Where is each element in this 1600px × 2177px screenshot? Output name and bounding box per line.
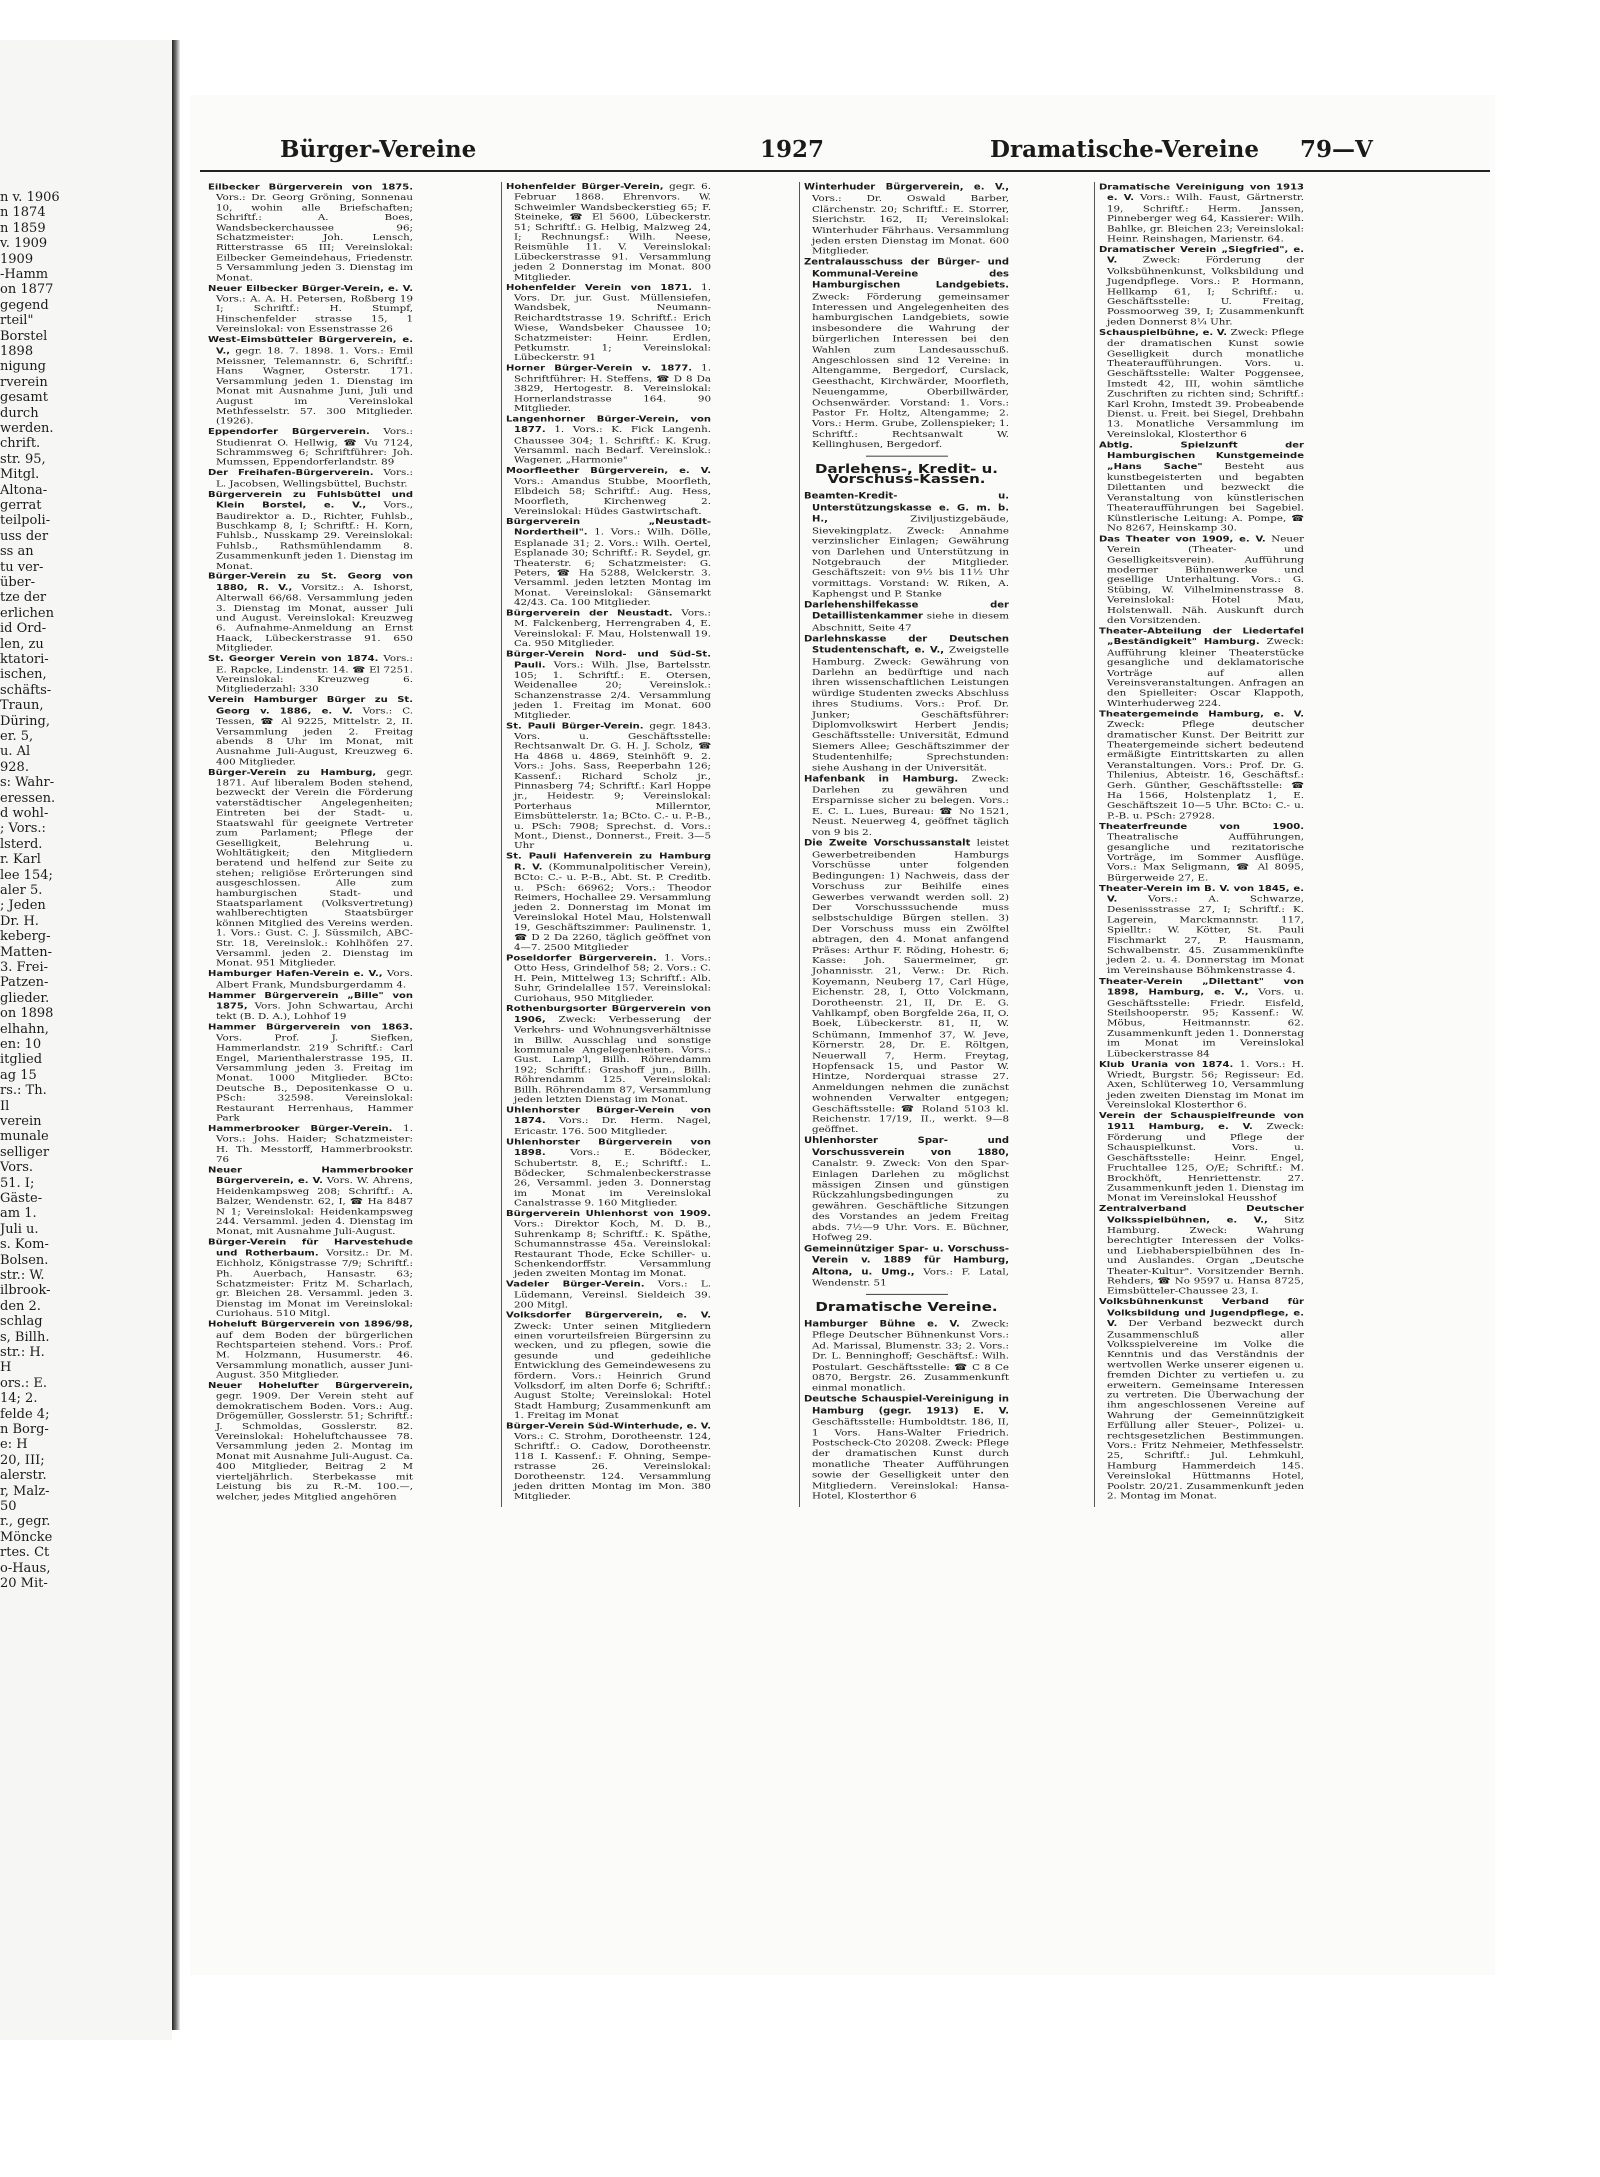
entry-body: Vors.: M. Falckenberg, Herrengraben 4, E. Vereinslokal: F. Mau, Holstenwall 19. Ca. 950 Mitglieder. (514, 608, 711, 649)
directory-entry (506, 283, 711, 363)
column-3 (804, 182, 1009, 1502)
entry-body: auf dem Boden der bürgerlichen Rechtsparteien stehend. Vors.: Prof. M. Holzmann, Husumerstr. 46. Versammlung monatlich, ausser Juni-August. 350 Mitglieder. (216, 1330, 413, 1381)
left-page-line: u. Al (0, 744, 31, 760)
directory-entry (804, 257, 1009, 450)
directory-entry (208, 1124, 413, 1165)
left-page-line: aler 5. (0, 883, 43, 898)
directory-entry (208, 335, 413, 427)
directory-entry (1099, 1297, 1304, 1502)
directory-entry (208, 990, 413, 1022)
entry-body: Vors.: Direktor Koch, M. D. B., Suhrenkamp 8; Schriftf.: K. Späthe, Schumannstrasse 45a. Vereinslokal: Restaurant Thode, Ecke Schiller- u. Schenkendorffstr. Versammlung jeden zweiten Montag im Monat. (514, 1219, 711, 1279)
left-page-line: den 2. (0, 1298, 41, 1314)
entry-title: Darlehnskasse der Deutschen Studentenschaft, e. V., (804, 634, 1009, 656)
column-1 (208, 182, 413, 1502)
left-page-line: Mitgl. (0, 467, 40, 483)
directory-entry (804, 1244, 1009, 1289)
header-rule (200, 170, 1490, 172)
entry-title: Theatergemeinde Hamburg, e. V. (1099, 709, 1304, 719)
entry-title: Zentralverband Deutscher Volksspielbühnen, e. V., (1099, 1204, 1304, 1225)
directory-entry (506, 517, 711, 608)
entry-title: Bürgerverein zu Fuhlsbüttel und Klein Borstel, e. V., (208, 490, 413, 511)
entry-title: Volksbühnenkunst Verband für Volksbildung und Jugendpflege, e. V. (1099, 1297, 1304, 1329)
entry-body: Vors.: Studienrat O. Hellwig, ☎ Vu 7124, Schrammsweg 6; Schriftführer: Joh. Mumssen, Eppendorferlandstr. 89 (216, 426, 413, 468)
left-page-line: über- (0, 575, 35, 590)
left-page-line: n 1874 (0, 205, 46, 221)
entry-body: Vors.: Wilh. Jlse, Bartelsstr. 105; 1. Schriftf.: E. Otersen, Weidenallee 20; Vereinslok.: Schanzenstrasse 2/4. Versammlung jeden 1. Freitag im Monat. 600 Mitglieder. (514, 660, 711, 721)
left-page-line: Matten- (0, 944, 52, 960)
left-page-line: ag 15 (0, 1067, 37, 1083)
entry-title: Bürger-Verein zu Hamburg, (208, 768, 377, 778)
directory-entry (1099, 328, 1304, 440)
column-2 (506, 182, 711, 1502)
entry-body: Ziviljustizgebäude, Sievekingplatz. Zweck: Annahme verzinslicher Einlagen; Gewährung von Darlehen und Unterstützung in Notgebrauch der Mitglieder. Geschäftszeit: von 9½ bis 11½ Uhr vormittags. Vorstand: W. Riken, A. Kaphengst und P. Stanke (812, 513, 1009, 600)
directory-entry (208, 1165, 413, 1237)
left-page-line: s. Kom- (0, 1237, 49, 1253)
left-page-line: on 1877 (0, 282, 54, 298)
entry-title: Neuer Hohelufter Bürgerverein, (208, 1381, 413, 1391)
left-page-line: Düring, (0, 713, 50, 729)
entry-title: Hoheluft Bürgerverein von 1896/98, (208, 1320, 413, 1330)
entry-body: Vors.: Dr. Oswald Barber, Clärchenstr. 20; Schriftf.: E. Storrer, Sierichstr. 162, II; Vereinslokal: Winterhuder Fährhaus. Versammlung jeden ersten Dienstag im Monat. 600 Mitglieder. (812, 193, 1009, 257)
directory-entry (804, 182, 1009, 257)
entry-title: West-Eimsbütteler Bürgerverein, e. V., (208, 335, 413, 356)
entry-title: Hohenfelder Verein von 1871. (506, 283, 693, 293)
entry-body: Zweck: Förderung und Pflege der Schauspielkunst. Vors. u. Geschäftsstelle: Heinr. Engel, Fruchtallee 125, O/E; Schriftf.: M. Brockhöft, Henriettenstr. 27. Zusammenkunft jeden 1. Dienstag im Monat im Vereinslokal Heusshof (1107, 1121, 1304, 1204)
entry-body: leistet Gewerbetreibenden Hamburgs Vorschüsse unter folgenden Bedingungen: 1) Nachweis, dass der Vorschuss zur Beihilfe eines Gewerbes verwandt werden soll. 2) Der Vorschusssuchende muss selbstschuldige Bürgen stellen. 3) Der Vorschuss muss ein Zwölftel abtragen, den 4. Monat anfangend Präses: Arthur F. Röding, Hohestr. 6; Kasse: Joh. Sauermeimer, gr. Johannisstr. 21, Verw.: Dr. Rich. Koyemann, Neuberg 17, Carl Hüge, Eichenstr. 28, I, Otto Volckmann, Dorotheenstr. 21, II, Dr. E. G. Vahlkampf, oben Borgfelde 26a, II, O. Boek, Lübeckerstr. 81, II, W. Schümann, Immenhof 37, W. Jeve, Körnerstr. 28, Dr. E. Röltgen, Neuerwall 7, Herm. Freytag, Hopfensack 15, und Pastor W. Hintze, Norderquai strasse 27. Anmeldungen nehmen die zunächst wohnenden Verwalter entgegen; Geschäftsstelle: ☎ Roland 5103 kl. Reichenstr. 17/19, II., werkt. 9—8 geöffnet. (812, 838, 1010, 1135)
left-page-line: 20, III; (0, 1452, 45, 1468)
directory-entry (1099, 245, 1304, 327)
entry-body: 1. Vors.: H. Wriedt, Burgstr. 56; Regisseur: Ed. Axen, Schlüterweg 10, Versammlung jeden zweiten Dienstag im Monat im Vereinslokal Klosterthor 6. (1107, 1059, 1304, 1111)
column-divider (1094, 182, 1095, 1507)
entry-title: Neuer Hammerbrooker Bürgerverein, e. V. (208, 1165, 413, 1186)
entry-title: Bürger-Verein Süd-Winterhude, e. V. (506, 1421, 711, 1431)
left-page-line: tze der (0, 590, 47, 606)
directory-entry (804, 838, 1009, 1135)
directory-entry (506, 466, 711, 517)
entry-body: Vors.: C. Strohm, Dorotheenstr. 124, Schriftf.: O. Cadow, Dorotheenstr. 118 I. Kassenf.: F. Ohning, Semperstrasse 26. Vereinslokal: Dorotheenstr. 124. Versammlung jeden dritten Montag im Mon. 380 Mitglieder. (514, 1431, 711, 1502)
left-page-line: -Hamm (0, 267, 49, 282)
entry-title: Bürgerverein „Neustadt-Nordertheil". (506, 517, 711, 538)
entry-title: Verein Hamburger Bürger zu St. Georg v. 1886, e. V. (208, 696, 413, 716)
left-page-line: id Ord- (0, 621, 47, 637)
section-rule (866, 1294, 948, 1295)
left-page-line: durch (0, 405, 39, 421)
left-page-line: schlag (0, 1314, 43, 1330)
entry-title: Eppendorfer Bürgerverein. (208, 427, 370, 437)
entry-title: Dramatischer Verein „Siegfried", e. V. (1099, 245, 1304, 266)
directory-entry (208, 572, 413, 654)
left-page-line: len, zu (0, 636, 44, 652)
left-page-line: 20 Mit- (0, 1576, 48, 1591)
left-page-line: rverein (0, 374, 48, 390)
left-page-line: er. 5, (0, 729, 34, 744)
entry-title: Hammer Bürgerverein „Bille" von 1875, (208, 991, 413, 1011)
directory-entry (804, 773, 1009, 837)
directory-entry (804, 1136, 1009, 1243)
entry-title: Horner Bürger-Verein v. 1877. (506, 364, 693, 374)
directory-entry (208, 1022, 413, 1123)
entry-title: Hammerbrooker Bürger-Verein. (208, 1124, 393, 1134)
left-page-line: e: H (0, 1437, 28, 1453)
entry-body: siehe in diesem Abschnitt, Seite 47 (812, 611, 1009, 633)
entry-title: Bürgerverein Uhlenhorst von 1909. (506, 1209, 711, 1219)
entry-body: Vors.: A. Schwarze, Desenissstrasse 27, I; Schriftf.: K. Lagerein, Marckmannstr. 117, Spielltr.: W. Kötter, St. Pauli Fischmarkt 27, P. Hausmann, Schwalbenstr. 45. Zusammenkünfte jeden 2. u. 4. Donnerstag im Monat im Vereinshause Böhmkenstrasse 4. (1107, 894, 1304, 976)
entry-title: Uhlenhorster Spar- und Vorschussverein von 1880, (804, 1136, 1009, 1158)
entry-title: Theater-Verein im B. V. von 1845, e. V. (1099, 884, 1304, 904)
left-page-line: Patzen- (0, 975, 49, 991)
entry-title: Hammer Bürgerverein von 1863. (208, 1023, 413, 1033)
directory-entry (506, 721, 711, 851)
left-page-line: d wohl- (0, 806, 49, 821)
left-page-line: 1898 (0, 344, 34, 359)
left-page-line: verein (0, 1114, 42, 1129)
left-page-line: Bolsen. (0, 1252, 49, 1268)
directory-entry (804, 1394, 1009, 1501)
entry-title: Eilbecker Bürgerverein von 1875. (208, 182, 413, 192)
entry-title: Winterhuder Bürgerverein, e. V., (804, 182, 1009, 193)
entry-body: Vors.: L. Jacobsen, Wellingsbüttel, Buchstr. (216, 468, 413, 489)
left-page-line: ; Jeden (0, 898, 46, 914)
directory-entry (506, 649, 711, 720)
directory-entry (1099, 1059, 1304, 1110)
left-page-line: 3. Frei- (0, 960, 49, 975)
directory-entry (506, 1105, 711, 1136)
entry-body: Vors. u. Geschäftsstelle: Friedr. Eisfeld, Steilshooperstr. 95; Kassenf.: W. Möbus, Heitmannstr. 62. Zusammenkunft jeden 1. Donnerstag im Monat im Vereinslokal Lübeckerstrasse 84 (1107, 987, 1304, 1059)
entry-body: Zweck: Förderung der Volksbühnenkunst, Volksbildung und Jugendpflege. Vors.: P. Hormann, Hellkamp 61, I; Schriftf.: u. Geschäftsstelle: U. Freitag, Possmoorweg 39, I; Zusammenkunft jeden Donnerst 8¼ Uhr. (1107, 255, 1304, 327)
entry-title: Die Zweite Vorschussanstalt (804, 838, 971, 849)
page-header (200, 132, 1495, 172)
directory-entry (208, 767, 413, 968)
book-gutter (172, 40, 180, 2030)
entry-body: Vors. John Schwartau, Archi tekt (B. D. A.), Lohhof 19 (216, 1001, 413, 1022)
directory-entry (208, 427, 413, 468)
left-page-line: Juli u. (0, 1221, 39, 1237)
entry-body: Vors.: Dr. Georg Gröning, Sonnenau 10, wohin alle Briefschaften; Schriftf.: A. Boes, Wandsbeckerchaussee 96; Schatzmeister: Joh. Lensch, Ritterstrasse 65 III; Vereinslokal: Eilbecker Gemeindehaus, Friedenstr. 5 Versammlung jeden 3. Dienstag im Monat. (216, 192, 413, 283)
entry-body: Vors.: A. A. H. Petersen, Roßberg 19 I; Schriftf.: H. Stumpf, Hinschenfelder strasse 15, 1 Vereinslokal: von Essenstrasse 26 (216, 294, 413, 335)
left-page-line: rtes. Ct (0, 1545, 50, 1561)
left-page-line: glieder. (0, 990, 50, 1006)
entry-title: St. Pauli Bürger-Verein. (506, 721, 644, 731)
left-page-line: ktatori- (0, 652, 49, 667)
left-page-line: munale (0, 1129, 49, 1145)
directory-entry (208, 1319, 413, 1380)
entry-title: Verein der Schauspielfreunde von 1911 Hamburg, e. V. (1099, 1111, 1304, 1132)
header-left-title: Bürger-Vereine (280, 136, 477, 163)
left-page-line: 51. I; (0, 1175, 35, 1191)
left-page-line: selliger (0, 1144, 50, 1160)
entry-body: Zweck: Aufführung kleiner Theaterstücke gesangliche und deklamatorische Vorträge auf allen Vereinsveranstaltungen. Anfragen an den Spielleiter: Oscar Klappoth, Winterhuderweg 224. (1107, 636, 1304, 709)
section-heading: Darlehens-, Kredit- u. Vorschuss-Kassen. (815, 460, 998, 487)
entry-title: Schauspielbühne, e. V. (1099, 328, 1228, 338)
section-rule (866, 455, 948, 456)
left-page-line: str.: W. (0, 1268, 45, 1283)
left-page-line: alerstr. (0, 1468, 47, 1484)
entry-title: Hafenbank in Hamburg. (804, 774, 959, 784)
directory-entry (506, 1004, 711, 1105)
entry-body: Neuer Verein (Theater- und Geselligkeitsverein). Aufführung moderner Bühnenwerke und gesellige Unterhaltung. Vors.: G. Stübing, W. Vilhelminenstrasse 8. Vereinslokal: Hotel Mau, Holstenwall. Näh. Auskunft durch den Vorsitzenden. (1107, 533, 1304, 626)
left-page-line: ilbrook- (0, 1283, 51, 1299)
left-page-line: lee 154; (0, 867, 53, 883)
entry-body: gegr. 1843. Vors. u. Geschäftsstelle: Rechtsanwalt Dr. G. H. J. Scholz, ☎ Ha 4868 u. 4869, Steinhöft 9. 2. Vors.: Johs. Sass, Reeperbahn 126; Kassenf.: Richard Scholz jr., Pinnasberg 74; Schriftf.: Karl Hoppe jr., Heidestr. 9; Vereinslokal: Porterhaus Millerntor, Eimsbüttelerstr. 1a; BCto. C.- u. P.-B., u. PSch: 7908; Sprechst. d. Vors.: Mont., Dienst., Donnerst., Freit. 3—5 Uhr (514, 721, 711, 851)
left-page-line: n Borg- (0, 1422, 49, 1437)
left-page-line: uss der (0, 528, 49, 544)
entry-title: Zentralausschuss der Bürger- und Kommunal-Vereine des Hamburgischen Landgebiets. (804, 258, 1009, 291)
left-page-line: elhahn, (0, 1021, 49, 1037)
left-page-line: 14; 2. (0, 1391, 38, 1407)
entry-title: Klub Urania von 1874. (1099, 1059, 1234, 1069)
entry-title: Neuer Eilbecker Bürger-Verein, e. V. (208, 284, 413, 294)
entry-body: Vors.: C. Tessen, ☎ Al 9225, Mittelstr. 2, II. Versammlung jeden 2. Freitag abends 8 Uhr im Monat, mit Ausnahme Juli-August, Kreuzweg 6. 400 Mitglieder. (216, 706, 413, 767)
left-page-line: en: 10 (0, 1037, 42, 1052)
directory-entry (208, 695, 413, 767)
left-page-line: nigung (0, 359, 46, 375)
directory-entry (208, 283, 413, 334)
directory-entry (208, 1237, 413, 1319)
entry-title: Theater-Abteilung der Liedertafel „Beständigkeit" Hamburg. (1099, 626, 1304, 647)
directory-entry (804, 1319, 1009, 1394)
directory-entry (1099, 534, 1304, 626)
entry-title: Uhlenhorster Bürger-Verein von 1874. (506, 1106, 711, 1126)
entry-title: Das Theater von 1909, e. V. (1099, 534, 1266, 544)
entry-body: 1. Schriftführer: H. Steffens, ☎ D 8 Da 3829, Hertogestr. 8. Vereinslokal: Hornerlandstrasse 164. 90 Mitglieder. (514, 363, 711, 414)
directory-entry (1099, 1111, 1304, 1204)
directory-entry (506, 608, 711, 649)
entry-title: Beamten-Kredit- u. Unterstützungskasse e. G. m. b. H., (804, 491, 1009, 525)
left-page-line: rteil" (0, 313, 34, 329)
directory-entry (1099, 976, 1304, 1058)
entry-body: Canalstr. 9. Zweck: Von den Spar-Einlagen Darlehen zu möglichst mässigen Zinsen und günstigen Rückzahlungsbedingungen zu gewähren. Geschäftliche Sitzungen des Vorstandes an jedem Freitag abds. 7½—9 Uhr. Vors. E. Büchner, Hofweg 29. (812, 1158, 1009, 1243)
left-page-line: schäfts- (0, 682, 52, 698)
left-page-line: n 1859 (0, 220, 46, 236)
entry-title: Theater-Verein „Dilettant" von 1898, Hamburg, e. V., (1099, 977, 1304, 997)
entry-body: gegr. 1909. Der Verein steht auf demokratischem Boden. Vors.: Aug. Drögemüller, Gosslerstr. 51; Schriftf.: J. Schmoldas, Gosslerstr. 82. Vereinslokal: Hoheluftchaussee 78. Versammlung jeden 2. Montag im Monat mit Ausnahme Juli-August. Ca. 400 Mitglieder, Beitrag 2 M vierteljährlich. Sterbekasse mit Leistung bis zu R.-M. 100.—, welcher, jedes Mitglied angehören (216, 1391, 413, 1502)
left-page-line: r., gegr. (0, 1514, 51, 1530)
directory-entry (1099, 1204, 1304, 1297)
directory-entry (506, 1311, 711, 1421)
left-page-line: Vors. (0, 1160, 34, 1176)
entry-body: Vorsitz.: A. Ishorst, Alterwall 66/68. Versammlung jeden 3. Dienstag im Monat, ausser Juli und August. Vereinslokal: Kreuzweg 6. Aufnahme-Anmeldung an Ernst Haack, Lübeckerstrasse 91. 650 Mitglieder. (216, 582, 413, 654)
entry-body: Vors.: Dr. Herm. Nagel, Ericastr. 176. 500 Mitglieder. (514, 1116, 711, 1137)
entry-body: Vorsitz.: Dr. M. Eichholz, Königstrasse 7/9; Schriftf.: Ph. Auerbach, Hansastr. 63; Schatzmeister: Fritz M. Scharlach, gr. Bleichen 28. Versamml. jeden 3. Dienstag im Monat im Vereinslokal: Curiohaus. 510 Mitgl. (216, 1248, 414, 1319)
directory-entry (208, 654, 413, 695)
directory-entry (804, 491, 1009, 599)
entry-body: Vors.: L. Lüdemann, Vereinsl. Sieldeich 39. 200 Mitgl. (514, 1279, 711, 1310)
entry-title: Volksdorfer Bürgerverein, e. V. (506, 1311, 711, 1321)
entry-title: Gemeinnütziger Spar- u. Vorschuss-Verein v. 1889 für Hamburg, Altona, u. Umg., (804, 1244, 1009, 1277)
left-page-line: str. 95, (0, 451, 46, 467)
directory-entry (208, 490, 413, 572)
section-heading: Dramatische Vereine. (815, 1298, 998, 1314)
entry-title: Vadeler Bürger-Verein. (506, 1280, 645, 1290)
column-4 (1099, 182, 1304, 1502)
left-page-line: v. 1909 (0, 236, 48, 252)
entry-title: Bürger-Verein für Harvestehude und Rotherbaum. (208, 1238, 413, 1258)
header-page-number: 79—V (1300, 136, 1373, 163)
directory-entry (208, 969, 413, 990)
left-page-line: Altona- (0, 482, 48, 498)
left-page-line: gerrat (0, 498, 42, 513)
left-page-line: 1909 (0, 251, 34, 267)
entry-body: Zweck: Unter seinen Mitgliedern einen vorurteilsfreien Bürgersinn zu wecken, und zu pflegen, sowie die gesunde und gedeihliche Entwicklung des Gemeindewesens zu fördern. Vors.: Heinrich Grund Volksdorf, im alten Dorfe 6; Schriftf.: August Stolte; Vereinslokal: Hotel Stadt Hamburg; Zusammenkunft am 1. Freitag im Monat (514, 1321, 711, 1421)
left-page-line: ; Vors.: (0, 821, 46, 837)
entry-title: Langenhorner Bürger-Verein, von 1877. (506, 415, 711, 435)
entry-body: (Kommunalpolitischer Verein), BCto: C.- u. P.-B., Abt. St. P. Creditb. u. PSch: 66962; Vors.: Theodor Reimers, Hochallee 29. Versammlung jeden 2. Donnerstag im Monat im Vereinslokal Hotel Mau, Holstenwall 19, Geschäftszimmer: Paulinenstr. 1, ☎ D 2 Da 2260, täglich geöffnet von 4—7. 2500 Mitglieder (514, 862, 711, 953)
left-page-fragment (0, 40, 172, 2040)
directory-entry (506, 1137, 711, 1208)
left-page-line: ors.: E. (0, 1375, 47, 1391)
directory-entry (804, 600, 1009, 633)
entry-title: Darlehenshilfekasse der Detaillistenkammer (804, 600, 1009, 622)
entry-body: Zweck: Pflege Deutscher Bühnenkunst Vors.: Ad. Marissal, Blumenstr. 33; 2. Vors.: Dr. L. Benninghoff; Geschäftsf.: Wilh. Postulart. Geschäftsstelle: ☎ C 8 Ce 0870, Bergstr. 26. Zusammenkunft einmal monatlich. (812, 1318, 1010, 1394)
entry-title: Hohenfelder Bürger-Verein, (506, 182, 664, 192)
left-page-line: Gäste- (0, 1191, 43, 1206)
directory-entry (506, 182, 711, 282)
left-page-line: Borstel (0, 328, 48, 344)
left-page-line: erlichen (0, 605, 54, 621)
entry-title: Hamburger Hafen-Verein e. V., (208, 969, 383, 979)
left-page-line: Dr. H. (0, 913, 39, 929)
entry-body: gegr. 18. 7. 1898. 1. Vors.: Emil Meissner, Telemannstr. 6, Schriftf.: Hans Wagner, Osterstr. 171. Versammlung jeden 1. Dienstag im Monat mit Ausnahme Juni, Juli und August im Vereinslokal Methfesselstr. 57. 300 Mitglieder. (1926). (216, 345, 413, 427)
entry-title: Der Freihafen-Bürgerverein. (208, 469, 374, 478)
directory-entry (804, 634, 1009, 773)
left-page-line: gegend (0, 297, 49, 313)
entry-title: Bürger-Verein zu St. Georg von 1880, R. V., (208, 572, 413, 593)
entry-body: Vors.: Amandus Stubbe, Moorfleth, Elbdeich 58; Schriftf.: Aug. Hess, Moorfleth, Kirchenweg 2. Vereinslokal: Hüdes Gastwirtschaft. (514, 476, 711, 517)
entry-body: 1. Vors. Dr. jur. Gust. Müllensiefen, Wandsbek, Neumann-Reichardtstrasse 19. Schriftf.: Erich Wiese, Wandsbeker Chaussee 10; Schatzmeister: Heinr. Erdlen, Petkumstr. 1; Vereinslokal: Lübeckerstr. 91 (514, 282, 711, 363)
left-page-line: s, Billh. (0, 1329, 50, 1345)
entry-title: Poseldorfer Bürgerverein. (506, 953, 657, 963)
left-page-line: chrift. (0, 436, 41, 452)
entry-body: Vors. W. Ahrens, Heidenkampsweg 208; Schriftf.: A. Balzer, Wendenstr. 62, I, ☎ Ha 8487 N 1; Vereinslokal: Heidenkampsweg 244. Versamml. jeden 4. Dienstag im Monat, mit Ausnahme Juli-August. (216, 1175, 413, 1237)
entry-body: Besteht aus kunstbegeisterten und begabten Dilettanten und bezweckt die Veranstaltung von künstlerischen Theateraufführungen bei Sagebiel. Künstlerische Leitung: A. Pompe, ☎ No 8267, Heinskamp 30. (1107, 461, 1304, 534)
entry-title: Bürger-Verein Nord- und Süd-St. Pauli. (506, 650, 711, 670)
entry-title: Moorfleether Bürgerverein, e. V. (506, 466, 711, 476)
entry-title: Dramatische Vereinigung von 1913 e. V. (1099, 182, 1304, 203)
directory-entry (1099, 182, 1304, 244)
directory-entry (1099, 821, 1304, 882)
entry-body: Vors.: E. Bödecker, Schubertstr. 8, E.; Schriftf.: L. Bödecker, Schmalenbeckerstrasse 26, Versamml. jeden 3. Donnerstag im Monat im Vereinslokal Canalstrasse 9. 160 Mitglieder. (514, 1147, 711, 1209)
left-page-line: Traun, (0, 698, 44, 714)
left-page-line: o-Haus, (0, 1560, 51, 1576)
entry-title: Deutsche Schauspiel-Vereinigung in Hamburg (gegr. 1913) E. V. (804, 1394, 1009, 1416)
left-page-line: eressen. (0, 790, 56, 806)
left-page-line: r, Malz- (0, 1483, 50, 1499)
entry-body: Vors. Albert Frank, Mundsburgerdamm 4. (216, 969, 413, 990)
left-page-line: H (0, 1360, 12, 1376)
entry-body: 1. Vors.: Otto Hess, Grindelhof 58; 2. Vors.: C. H. Pein, Mittelweg 13; Schriftf.: Alb. Suhr, Grindelallee 157. Vereinslokal: Curiohaus, 950 Mitglieder. (514, 952, 711, 1004)
left-page-line: on 1898 (0, 1006, 54, 1022)
entry-body: gegr. 1871. Auf liberalem Boden stehend, bezweckt der Verein die Förderung vaterstädtischer Angelegenheiten; Eintreten bei der Stadt- u. Staatswahl für geeignete Vertreter zum Parlament; Pflege der Geselligkeit, Belehrung u. Wohltätigkeit; den Mitgliedern beratend und helfend zur Seite zu stehen; religiöse Erörterungen sind ausgeschlossen. Alle zum hamburgischen Stadt- und Staatsparlament (Volksvertretung) wahlberechtigten Staatsbürger können Mitglied des Vereins werden. 1. Vors.: Gust. C. J. Süssmilch, ABC-Str. 18, Vereinslok.: Kohlhöfen 27. Versamml. jeden 2. Dienstag im Monat. 951 Mitglieder. (216, 767, 413, 969)
left-page-line: itglied (0, 1052, 43, 1068)
left-page-line: n v. 1906 (0, 190, 60, 205)
left-page-line: rs.: Th. (0, 1083, 47, 1099)
directory-entry (506, 953, 711, 1004)
entry-body: Vors.: Wilh. Faust, Gärtnerstr. 19, Schriftf.: Herm. Janssen, Pinneberger weg 64, Kassierer: Wilh. Bahlke, gr. Bleichen 23; Vereinslokal: Heinr. Reinshagen, Marienstr. 64. (1107, 192, 1304, 244)
entry-body: Zweck: Pflege deutscher dramatischer Kunst. Der Beitritt zur Theatergemeinde sichert bedeutend ermäßigte Eintrittskarten zu allen Veranstaltungen. Vors.: Prof. Dr. G. Thilenius, Abteistr. 16, Geschäftsf.: Gerh. Günther, Geschäftsstelle: ☎ Ha 1566, Holstenplatz 1, E. Geschäftszeit 10—5 Uhr. BCto: C.- u. P.-B. u. PSch: 27928. (1107, 719, 1304, 821)
left-page-line: ss an (0, 544, 34, 560)
entry-title: St. Pauli Hafenverein zu Hamburg R. V. (506, 852, 711, 872)
entry-body: Vors. Prof. J. Siefken, Hammerlandstr. 219 Schriftf.: Carl Engel, Marienthalerstrasse 195, II. Versammlung jeden 3. Freitag im Monat. 1000 Mitglieder. BCto: Deutsche B., Depositenkasse O u. PSch: 32598. Vereinslokal: Restaurant Herrenhaus, Hammer Park (216, 1033, 413, 1124)
left-page-line: felde 4; (0, 1406, 50, 1422)
left-page-line: 928. (0, 759, 29, 775)
entry-title: Hamburger Bühne e. V. (804, 1319, 960, 1329)
directory-entry (1099, 626, 1304, 708)
left-page-line: keberg- (0, 929, 51, 945)
left-page-line: s: Wahr- (0, 775, 55, 791)
entry-body: gegr. 6. Februar 1868. Ehrenvors. W. Schweimler Wandsbeckerstieg 65; F. Steineke, ☎ El 5600, Lübeckerstr. 51; Schriftf.: G. Helbig, Malzweg 24, I; Rechnungsf.: Wilh. Neese, Reismühle 11. V. Vereinslokal: Lübeckerstrasse 91. Versammlung jeden 2 Donnerstag im Monat. 800 Mitglieder. (514, 182, 711, 282)
left-page-line: teilpoli- (0, 513, 51, 529)
header-right-title: Dramatische-Vereine (990, 136, 1259, 163)
header-year: 1927 (760, 136, 825, 163)
directory-entry (208, 182, 413, 283)
directory-entry (506, 414, 711, 465)
left-page-line: tu ver- (0, 559, 44, 575)
left-page-line: am 1. (0, 1206, 37, 1222)
entry-body: Sitz Hamburg. Zweck: Wahrung berechtigter Interessen der Volks- und Liebhaberspielbühnen des In- und Auslandes. Organ „Deutsche Theater-Kultur". Vorsitzender Bernh. Rehders, ☎ No 9597 u. Hansa 8725, Eimsbütteler-Chaussee 23, I. (1107, 1214, 1305, 1297)
directory-entry (506, 1209, 711, 1279)
entry-title: Theaterfreunde von 1900. (1099, 822, 1304, 832)
left-page-line: gesamt (0, 390, 48, 406)
directory-entry (506, 363, 711, 414)
directory-entry (208, 1381, 413, 1502)
entry-body: Zweck: Darlehen zu gewähren und Ersparnisse sicher zu belegen. Vors.: E. C. L. Lues, Bureau: ☎ No 1521, Neust. Neuerweg 4, geöffnet täglich von 9 bis 2. (812, 773, 1010, 838)
entry-title: St. Georger Verein von 1874. (208, 654, 379, 664)
entry-title: Uhlenhorster Bürgerverein von 1898. (506, 1137, 711, 1158)
entry-body: Vors.: F. Latal, Wendenstr. 51 (812, 1266, 1009, 1289)
entry-body: 1. Vors.: Wilh. Dölle, Esplanade 31; 2. Vors.: Wilh. Oertel, Esplanade 30; Schriftf.: R. Seydel, gr. Theaterstr. 6; Schatzmeister: G. Peters, ☎ Ha 5288, Welckerstr. 3. Versamml. jeden letzten Montag im Monat. Vereinslokal: Gänsemarkt 42/43. Ca. 100 Mitglieder. (514, 527, 711, 608)
directory-entry (506, 852, 711, 953)
entry-body: Vors., Baudirektor a. D., Richter, Fuhlsb., Buschkamp 8, I; Schriftf.: H. Korn, Fuhlsb., Nusskamp 29. Vereinslokal: Fuhlsb., Rathsmühlendamm 8. Zusammenkunft jeden 1. Dienstag im Monat. (216, 500, 414, 571)
directory-entry (1099, 440, 1304, 533)
left-page-line: lsterd. (0, 836, 43, 852)
directory-entry (506, 1421, 711, 1501)
entry-body: Zweck: Pflege der dramatischen Kunst sowie Geselligkeit durch monatliche Theateraufführungen. Vors. u. Geschäftsstelle: Walter Poggensee, Imstedt 42, III, wohin sämtliche Zuschriften zu richten sind; Schriftf.: Karl Krohn, Imstedt 39. Probeabende Dienst. u. Freit. bei Siegel, Drehbahn 13. Monatliche Versammlung im Vereinslokal, Klosterthor 6 (1107, 327, 1304, 440)
entry-body: Zweigstelle Hamburg. Zweck: Gewährung von Darlehn an bedürftige und nach ihren wissenschaftlichen Leistungen würdige Studenten zwecks Abschluss ihres Studiums. Vors.: Prof. Dr. Junker; Geschäftsführer: Diplomvolkswirt Herbert Jendis; Geschäftsstelle: Universität, Edmund Siemers Allee; Geschäftszimmer der Studentenhilfe; Sprechstunden: siehe Aushang in der Universität. (812, 645, 1009, 773)
entry-body: Vors.: E. Rapcke, Lindenstr. 14. ☎ El 7251. Vereinslokal: Kreuzweg 6. Mitgliederzahl: 330 (216, 653, 413, 695)
entry-title: Bürgerverein der Neustadt. (506, 609, 673, 619)
left-page-line: ischen, (0, 667, 47, 683)
column-divider (799, 182, 800, 1507)
entry-body: Zweck: Verbesserung der Verkehrs- und Wohnungsverhältnisse in Billw. Ausschlag und sonstige kommunale Angelegenheiten. Vors.: Gust. Lamp'l, Billh. Röhrendamm 192; Schriftf.: Grashoff jun., Billh. Röhrendamm 125. Vereinslokal: Billh. Röhrendamm 87, Versammlung jeden letzten Dienstag im Monat. (514, 1014, 711, 1105)
left-page-line: werden. (0, 421, 54, 436)
entry-body: Theatralische Aufführungen, gesangliche und rezitatorische Vorträge, im Sommer Ausflüge. Vors.: Max Seligmann, ☎ Al 8095, Bürgerweide 27, E. (1107, 832, 1304, 883)
column-divider (501, 182, 502, 1507)
entry-body: Der Verband bezweckt durch Zusammenschluß aller Volksspielvereine im Volke die Kenntnis und das Verständnis der wertvollen Werke unserer eigenen u. fremden Dichter zu vertiefen u. zu erweitern. Gemeinsame Interessen zu vertreten. Die Überwachung der ihm angeschlossenen Vereine auf Wahrung der Gemeinnützigkeit Erfüllung aller Steuer-, Polizei- u. rechtsgesetzlichen Bestimmungen. Vors.: Fritz Nehmeier, Methfesselstr. 25, Schriftf.: Jul. Lehmkuhl, Hamburg Hammerdeich 145. Vereinslokal Hüttmanns Hotel, Poolstr. 20/21. Zusammenkunft jeden 2. Montag im Monat. (1107, 1318, 1304, 1502)
left-page-line: str.: H. (0, 1345, 45, 1360)
entry-title: Rothenburgsorter Bürgerverein von 1906, (506, 1004, 711, 1025)
left-page-line: 50 (0, 1499, 17, 1514)
left-page-line: Möncke (0, 1529, 53, 1545)
left-page-line: r. Karl (0, 852, 41, 868)
left-page-line: Il (0, 1098, 10, 1114)
entry-body: 1. Vors.: K. Fick Langenh. Chaussee 304; 1. Schriftf.: K. Krug. Versamml. nach Bedarf. Vereinslok.: Wagener, „Harmonie" (514, 425, 711, 466)
entry-body: Zweck: Förderung gemeinsamer Interessen und Angelegenheiten des hamburgischen Landgebiets, sowie insbesondere die Wahrung der bürgerlichen Interessen bei den Wahlen zum Landesausschuß. Angeschlossen sind 12 Vereine: in Altengamme, Bergedorf, Curslack, Geesthacht, Kirchwärder, Moorfleth, Neuengamme, Oberbillwärder, Ochsenwärder. Vorstand: 1. Vors.: Pastor Fr. Holtz, Altengamme; 2. Vors.: Herm. Grube, Zollenspieker; 1. Schriftf.: Rechtsanwalt W. Kellinghusen, Bergedorf. (812, 291, 1009, 450)
entry-title: Abtlg. Spielzunft der Hamburgischen Kunstgemeinde „Hans Sache" (1099, 440, 1304, 472)
directory-entry (506, 1280, 711, 1311)
directory-entry (1099, 709, 1304, 821)
directory-entry (1099, 883, 1304, 976)
entry-body: Geschäftsstelle: Humboldtstr. 186, II, 1 Vors. Hans-Walter Friedrich. Postscheck-Cto 20208. Zweck: Pflege der dramatischen Kunst durch monatliche Theater Aufführungen sowie der Geselligkeit unter den Mitgliedern. Vereinslokal: Hansa-Hotel, Klosterthor 6 (812, 1416, 1009, 1502)
entry-body: 1. Vors.: Johs. Haider; Schatzmeister: H. Th. Messtorff, Hammerbrookstr. 76 (216, 1123, 413, 1165)
directory-entry (208, 468, 413, 489)
